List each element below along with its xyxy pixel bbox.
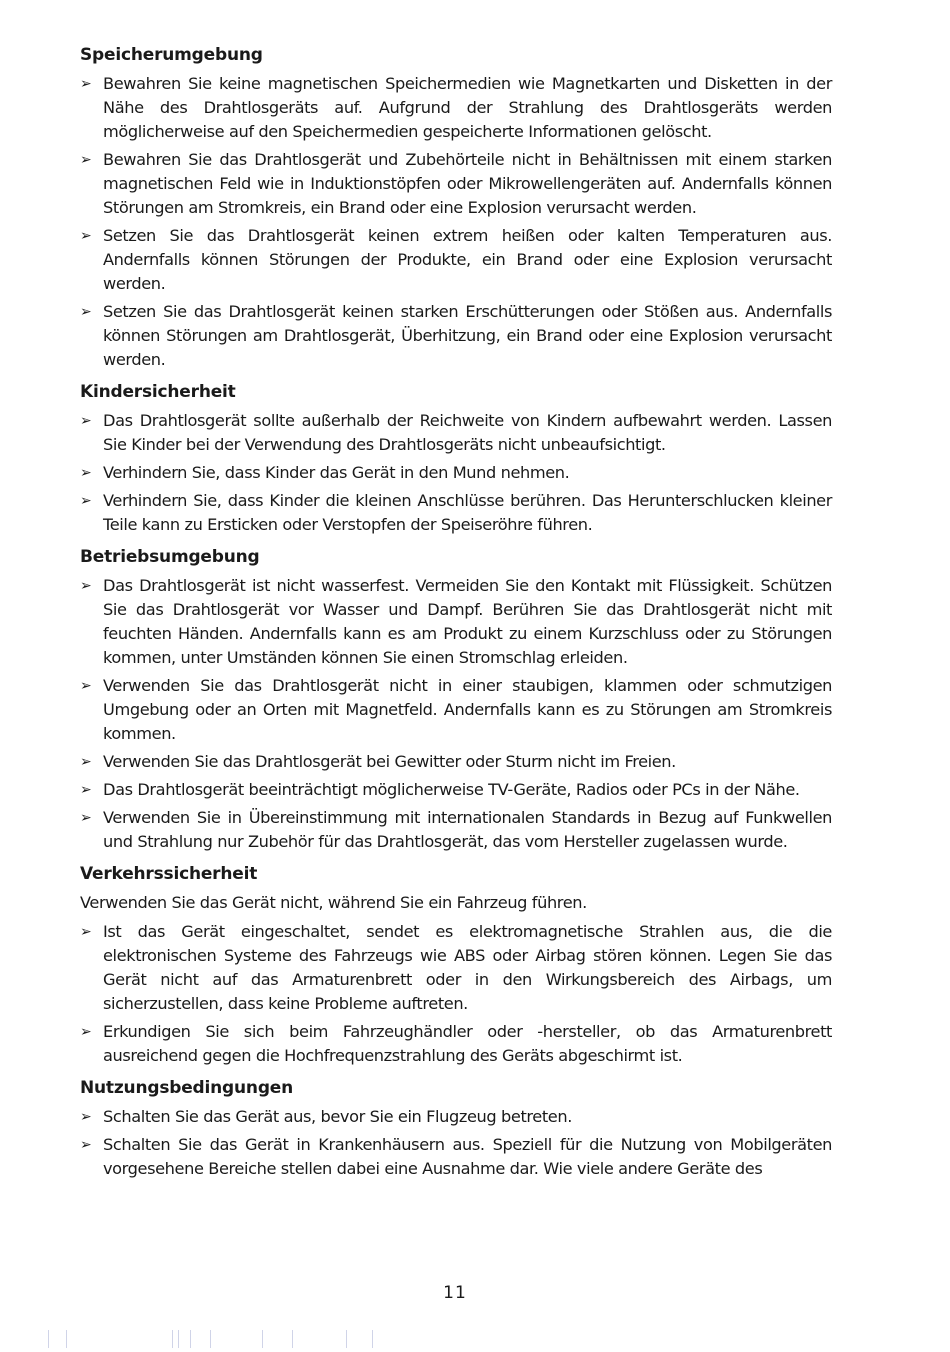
list-item: ➢ Verhindern Sie, dass Kinder das Gerät in den Mund nehmen.: [80, 461, 832, 485]
scan-mark: [372, 1330, 373, 1348]
arrow-bullet-icon: ➢: [80, 493, 92, 509]
section-title: Verkehrssicherheit: [80, 864, 258, 884]
list-item: ➢ Das Drahtlosgerät beeinträchtigt möglicherweise TV-Geräte, Radios oder PCs in der Nähe.: [80, 778, 832, 802]
bullet-list: [80, 409, 832, 537]
arrow-bullet-icon: ➢: [80, 76, 92, 92]
arrow-bullet-icon: ➢: [80, 678, 92, 694]
section-speicherumgebung: [80, 44, 832, 372]
list-item: ➢ Schalten Sie das Gerät aus, bevor Sie ein Flugzeug betreten.: [80, 1105, 832, 1129]
document-page: [80, 44, 832, 1190]
list-item: ➢ Bewahren Sie keine magnetischen Speichermedien wie Magnetkarten und Disketten in der Nähe des Drahtlosgeräts auf. Aufgrund der Strahlung des Drahtlosgeräts werden möglicherweise auf den Speichermedien gespeicherte Informationen gelöscht.: [80, 74, 832, 141]
page-number: 11: [443, 1283, 467, 1303]
arrow-bullet-icon: ➢: [80, 754, 92, 770]
arrow-bullet-icon: ➢: [80, 1109, 92, 1125]
list-item: ➢ Bewahren Sie das Drahtlosgerät und Zubehörteile nicht in Behältnissen mit einem starken magnetischen Feld wie in Induktionstöpfen oder Mikrowellengeräten auf. Andernfalls können Störungen am Stromkreis, ein Brand oder eine Explosion verursacht werden.: [80, 150, 832, 217]
scan-mark: [178, 1330, 179, 1348]
list-item: ➢ Verhindern Sie, dass Kinder die kleinen Anschlüsse berühren. Das Herunterschlucken kleiner Teile kann zu Ersticken oder Verstopfen der Speiseröhre führen.: [80, 491, 832, 534]
arrow-bullet-icon: ➢: [80, 810, 92, 826]
arrow-bullet-icon: ➢: [80, 578, 92, 594]
scan-mark: [66, 1330, 67, 1348]
arrow-bullet-icon: ➢: [80, 152, 92, 168]
scan-mark: [262, 1330, 263, 1348]
scan-mark: [210, 1330, 211, 1348]
arrow-bullet-icon: ➢: [80, 924, 92, 940]
section-title: Kindersicherheit: [80, 382, 236, 402]
section-nutzungsbedingungen: [80, 1077, 832, 1181]
section-verkehrssicherheit: [80, 863, 832, 1068]
arrow-bullet-icon: ➢: [80, 1024, 92, 1040]
list-item: ➢ Setzen Sie das Drahtlosgerät keinen starken Erschütterungen oder Stößen aus. Andernfalls können Störungen am Drahtlosgerät, Überhitzung, ein Brand oder eine Explosion verursacht werden.: [80, 302, 832, 369]
list-item: ➢ Schalten Sie das Gerät in Krankenhäusern aus. Speziell für die Nutzung von Mobilgeräten vorgesehene Bereiche stellen dabei eine Ausnahme dar. Wie viele andere Geräte des: [80, 1135, 832, 1178]
section-title: Betriebsumgebung: [80, 547, 260, 567]
list-item: ➢ Verwenden Sie das Drahtlosgerät nicht in einer staubigen, klammen oder schmutzigen Umgebung oder an Orten mit Magnetfeld. Andernfalls kann es zu Störungen am Stromkreis kommen.: [80, 676, 832, 743]
list-item: ➢ Das Drahtlosgerät sollte außerhalb der Reichweite von Kindern aufbewahrt werden. Lassen Sie Kinder bei der Verwendung des Drahtlosgeräts nicht unbeaufsichtigt.: [80, 411, 832, 454]
bullet-list: [80, 920, 832, 1068]
bullet-list: [80, 72, 832, 372]
bullet-list: [80, 574, 832, 854]
section-betriebsumgebung: [80, 546, 832, 854]
scan-mark: [48, 1330, 49, 1348]
list-item: ➢ Verwenden Sie das Drahtlosgerät bei Gewitter oder Sturm nicht im Freien.: [80, 750, 832, 774]
bullet-list: [80, 1105, 832, 1181]
arrow-bullet-icon: ➢: [80, 465, 92, 481]
scan-mark: [292, 1330, 293, 1348]
section-title: Nutzungsbedingungen: [80, 1078, 294, 1098]
list-item: ➢ Setzen Sie das Drahtlosgerät keinen extrem heißen oder kalten Temperaturen aus. Andernfalls können Störungen der Produkte, ein Brand oder eine Explosion verursacht werden.: [80, 226, 832, 293]
list-item: ➢ Ist das Gerät eingeschaltet, sendet es elektromagnetische Strahlen aus, die die elektronischen Systeme des Fahrzeugs wie ABS oder Airbag stören können. Legen Sie das Gerät nicht auf das Armaturenbrett oder in den Wirkungsbereich des Airbags, um sicherzustellen, dass keine Probleme auftreten.: [80, 922, 832, 1013]
scan-mark: [172, 1330, 173, 1348]
arrow-bullet-icon: ➢: [80, 413, 92, 429]
list-item: ➢ Das Drahtlosgerät ist nicht wasserfest. Vermeiden Sie den Kontakt mit Flüssigkeit. Schützen Sie das Drahtlosgerät vor Wasser und Dampf. Berühren Sie das Drahtlosgerät nicht mit feuchten Händen. Andernfalls kann es am Produkt zu einem Kurzschluss oder zu Störungen kommen, unter Umständen können Sie einen Stromschlag erleiden.: [80, 576, 832, 667]
scan-mark: [190, 1330, 191, 1348]
list-item: ➢ Erkundigen Sie sich beim Fahrzeughändler oder -hersteller, ob das Armaturenbrett ausreichend gegen die Hochfrequenzstrahlung des Geräts abgeschirmt ist.: [80, 1022, 832, 1065]
section-intro: Verwenden Sie das Gerät nicht, während Sie ein Fahrzeug führen.: [80, 893, 587, 912]
arrow-bullet-icon: ➢: [80, 1137, 92, 1153]
arrow-bullet-icon: ➢: [80, 782, 92, 798]
scan-artifacts: [0, 1328, 950, 1352]
section-kindersicherheit: [80, 381, 832, 537]
section-title: Speicherumgebung: [80, 45, 263, 65]
scan-mark: [346, 1330, 347, 1348]
list-item: ➢ Verwenden Sie in Übereinstimmung mit internationalen Standards in Bezug auf Funkwellen und Strahlung nur Zubehör für das Drahtlosgerät, das vom Hersteller zugelassen wurde.: [80, 808, 832, 851]
arrow-bullet-icon: ➢: [80, 228, 92, 244]
arrow-bullet-icon: ➢: [80, 304, 92, 320]
